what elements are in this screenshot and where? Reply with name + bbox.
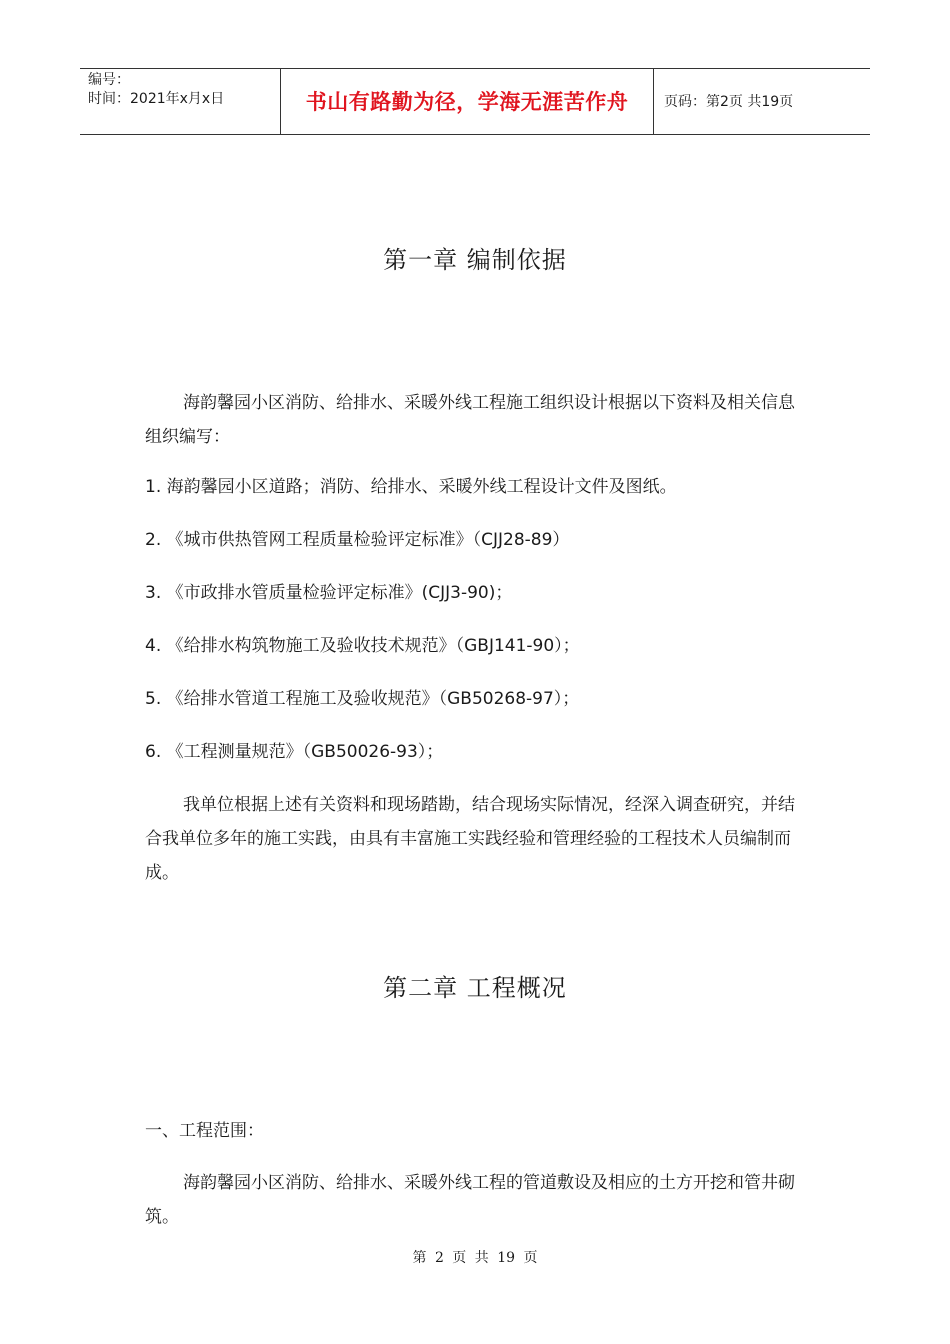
document-number-label: 编号：: [88, 72, 130, 88]
header-meta: [80, 69, 281, 134]
reference-item-5: 5. 《给排水管道工程施工及验收规范》（GB50268-97）；: [145, 689, 580, 709]
reference-item-1: 1. 海韵馨园小区道路；消防、给排水、采暖外线工程设计文件及图纸。: [145, 477, 677, 497]
reference-item-4: 4. 《给排水构筑物施工及验收技术规范》（GBJ141-90）；: [145, 636, 580, 656]
reference-item-2: 2. 《城市供热管网工程质量检验评定标准》（CJJ28-89）: [145, 530, 570, 550]
reference-item-3: 3. 《市政排水管质量检验评定标准》(CJJ3-90)；: [145, 583, 513, 603]
reference-item-6: 6. 《工程测量规范》（GB50026-93）；: [145, 742, 444, 762]
chapter-2-title: 第二章 工程概况: [383, 974, 567, 1002]
chapter-1-summary: 我单位根据上述有关资料和现场踏勘，结合现场实际情况，经深入调查研究，并结合我单位多年的施工实践，由具有丰富施工实践经验和管理经验的工程技术人员编制而成。: [145, 795, 795, 883]
document-time-label: 时间：2021年x月x日: [88, 91, 225, 107]
chapter-1-title: 第一章 编制依据: [383, 246, 567, 274]
header-page-info: 页码：第2页 共19页: [664, 94, 794, 110]
header-motto: 书山有路勤为径，学海无涯苦作舟: [281, 69, 654, 134]
section-1-title: 一、工程范围：: [145, 1121, 264, 1141]
page-header: [80, 68, 870, 135]
page-footer: 第 2 页 共 19 页: [412, 1250, 538, 1266]
chapter-1-intro: 海韵馨园小区消防、给排水、采暖外线工程施工组织设计根据以下资料及相关信息组织编写：: [145, 393, 795, 447]
section-1-text: 海韵馨园小区消防、给排水、采暖外线工程的管道敷设及相应的土方开挖和管井砌筑。: [145, 1173, 795, 1227]
